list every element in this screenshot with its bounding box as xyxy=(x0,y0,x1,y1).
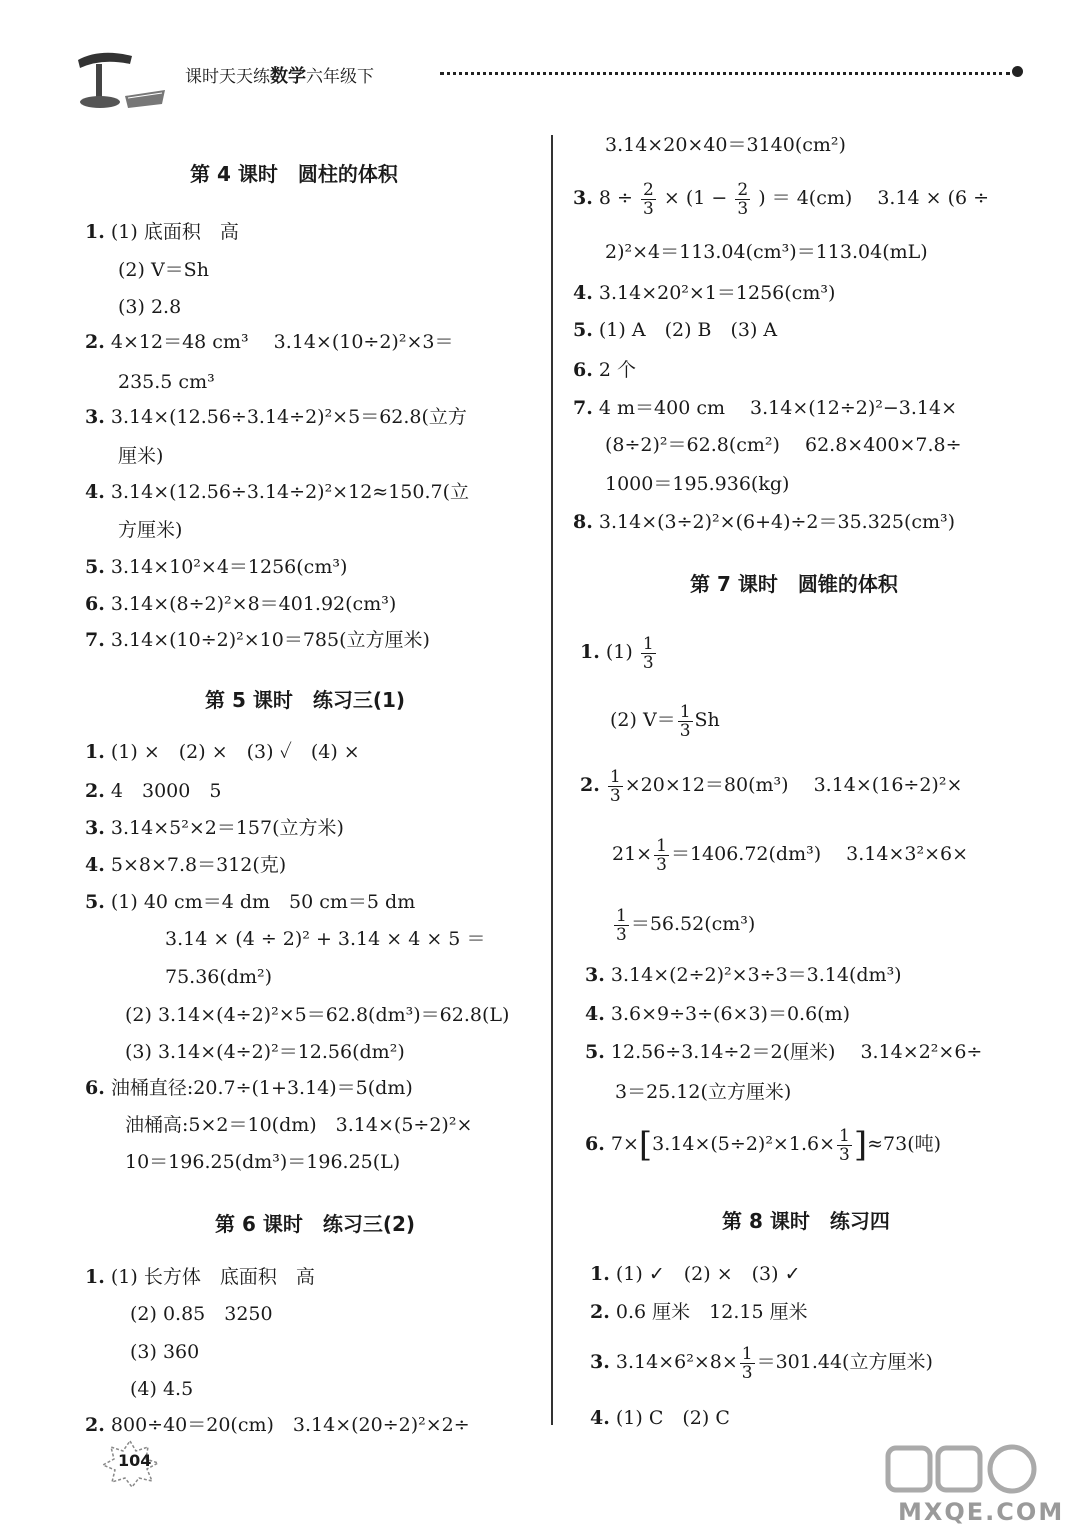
answer-line: 235.5 cm³ xyxy=(118,371,215,393)
answer-line: 5. 3.14×10²×4＝1256(cm³) xyxy=(85,556,348,578)
answer-line: 1. (1) 长方体 底面积 高 xyxy=(85,1266,315,1288)
answer-line: 2)²×4＝113.04(cm³)＝113.04(mL) xyxy=(605,241,928,263)
answer-line: 2. 0.6 厘米 12.15 厘米 xyxy=(590,1301,808,1323)
answer-line: (3) 2.8 xyxy=(118,296,182,318)
answer-line: 6. 3.14×(8÷2)²×8＝401.92(cm³) xyxy=(85,593,397,615)
fraction: $\frac{1}{3}$ xyxy=(839,1125,850,1165)
watermark-answer-icon xyxy=(880,1440,1050,1500)
answer-line: 1. (1) × (2) × (3) ✓ (4) × xyxy=(85,741,360,763)
answer-line-fraction: 3. 8 ÷ $\frac{2}{3}$ × (1 − $\frac{2}{3}$ ) ＝ 4(cm) 3.14 × (6 ÷ xyxy=(573,179,990,219)
answer-line-fraction: 1. (1) $\frac{1}{3}$ xyxy=(580,633,654,673)
watermark-text: MXQE.COM xyxy=(898,1498,1065,1526)
answer-line: 5. (1) 40 cm＝4 dm 50 cm＝5 dm xyxy=(85,891,416,913)
answer-line-fraction: 21× $\frac{1}{3}$ ＝1406.72(dm³) 3.14×3²×6× xyxy=(612,835,969,875)
answer-line: 7. 3.14×(10÷2)²×10＝785(立方厘米) xyxy=(85,629,430,651)
answer-line: 3＝25.12(立方厘米) xyxy=(615,1081,792,1103)
section-title-lesson-4: 第 4 课时 圆柱的体积 xyxy=(190,162,398,186)
answer-line: 2. 4×12＝48 cm³ 3.14×(10÷2)²×3＝ xyxy=(85,331,454,353)
section-title-lesson-8: 第 8 课时 练习四 xyxy=(722,1209,890,1233)
answer-line: 3. 3.14×5²×2＝157(立方米) xyxy=(85,817,344,839)
answer-line: 3.14×20×40＝3140(cm²) xyxy=(605,134,846,156)
answer-line: (8÷2)²＝62.8(cm²) 62.8×400×7.8÷ xyxy=(605,434,962,456)
answer-line: 3.14 × (4 ÷ 2)² + 3.14 × 4 × 5 ＝ xyxy=(165,928,486,950)
answer-line: (4) 4.5 xyxy=(130,1378,194,1400)
answer-line: 4. 3.14×(12.56÷3.14÷2)²×12≈150.7(立 xyxy=(85,481,470,503)
fraction: $\frac{1}{3}$ xyxy=(642,633,654,673)
answer-line-fraction: (2) V＝ $\frac{1}{3}$ Sh xyxy=(610,701,720,741)
book-title xyxy=(185,62,374,88)
answer-line-fraction: $\frac{1}{3}$ ＝56.52(cm³) xyxy=(616,905,756,945)
answer-line: 1000＝195.936(kg) xyxy=(605,473,790,495)
answer-line: 1. (1) 底面积 高 xyxy=(85,221,239,243)
book-title-prefix: 课时天天练 xyxy=(185,67,270,87)
fraction: $\frac{1}{3}$ xyxy=(741,1343,753,1383)
section-title-lesson-5: 第 5 课时 练习三(1) xyxy=(205,688,406,712)
fraction: $\frac{1}{3}$ xyxy=(609,766,621,806)
answer-line: 6. 油桶直径:20.7÷(1+3.14)＝5(dm) xyxy=(85,1077,413,1099)
fraction: $\frac{1}{3}$ xyxy=(616,905,627,945)
fraction: $\frac{1}{3}$ xyxy=(656,835,667,875)
answer-line: 6. 2 个 xyxy=(573,359,637,381)
section-title-lesson-7: 第 7 课时 圆锥的体积 xyxy=(690,572,898,596)
answer-line-fraction: 3. 3.14×6²×8× $\frac{1}{3}$ ＝301.44(立方厘米) xyxy=(590,1343,933,1383)
fraction: $\frac{2}{3}$ xyxy=(643,179,654,219)
column-divider xyxy=(551,135,553,1425)
answer-line-fraction: 6. 7×[3.14×(5÷2)²×1.6× $\frac{1}{3}$ ]≈73(吨) xyxy=(585,1125,942,1165)
answer-line: 4. 5×8×7.8＝312(克) xyxy=(85,854,287,876)
answer-line: 4. 3.6×9÷3÷(6×3)＝0.6(m) xyxy=(585,1003,851,1025)
header-rule-end-dot xyxy=(1012,66,1023,77)
answer-line: 油桶高:5×2＝10(dm) 3.14×(5÷2)²× xyxy=(125,1114,473,1136)
page-number: 104 xyxy=(118,1451,152,1470)
answer-line-fraction: 2. $\frac{1}{3}$ ×20×12＝80(m³) 3.14×(16÷2)²× xyxy=(580,766,963,806)
answer-line: 7. 4 m＝400 cm 3.14×(12÷2)²−3.14× xyxy=(573,397,958,419)
book-subject: 数学 xyxy=(270,66,306,87)
answer-line: 10＝196.25(dm³)＝196.25(L) xyxy=(125,1151,401,1173)
answer-line: 8. 3.14×(3÷2)²×(6+4)÷2＝35.325(cm³) xyxy=(573,511,956,533)
desk-lamp-book-icon xyxy=(70,46,170,116)
book-grade: 六年级下 xyxy=(306,67,374,87)
fraction: $\frac{1}{3}$ xyxy=(679,701,691,741)
answer-line: 厘米) xyxy=(118,445,164,467)
answer-line: 4. 3.14×20²×1＝1256(cm³) xyxy=(573,282,836,304)
answer-line: 5. 12.56÷3.14÷2＝2(厘米) 3.14×2²×6÷ xyxy=(585,1041,983,1063)
answer-line: 4. (1) C (2) C xyxy=(590,1407,730,1429)
answer-line: 2. 4 3000 5 xyxy=(85,780,222,802)
page-number-badge xyxy=(100,1437,160,1487)
answer-line: 3. 3.14×(2÷2)²×3÷3＝3.14(dm³) xyxy=(585,964,902,986)
answer-line: 75.36(dm²) xyxy=(165,966,273,988)
answer-line: 1. (1) ✓ (2) × (3) ✓ xyxy=(590,1263,801,1285)
answer-line: 3. 3.14×(12.56÷3.14÷2)²×5＝62.8(立方 xyxy=(85,406,467,428)
header-dotted-rule xyxy=(440,72,1010,75)
answer-line: 5. (1) A (2) B (3) A xyxy=(573,319,778,341)
watermark-logo xyxy=(880,1440,1065,1530)
answer-line: (2) V＝Sh xyxy=(118,259,209,281)
answer-line: 2. 800÷40＝20(cm) 3.14×(20÷2)²×2÷ xyxy=(85,1414,470,1436)
section-title-lesson-6: 第 6 课时 练习三(2) xyxy=(215,1212,416,1236)
answer-line: 方厘米) xyxy=(118,519,183,541)
answer-line: (2) 3.14×(4÷2)²×5＝62.8(dm³)＝62.8(L) xyxy=(125,1004,510,1026)
answer-line: (3) 3.14×(4÷2)²＝12.56(dm²) xyxy=(125,1041,405,1063)
fraction: $\frac{2}{3}$ xyxy=(737,179,749,219)
answer-line: (2) 0.85 3250 xyxy=(130,1303,273,1325)
page-header xyxy=(70,40,1030,120)
answer-line: (3) 360 xyxy=(130,1341,200,1363)
